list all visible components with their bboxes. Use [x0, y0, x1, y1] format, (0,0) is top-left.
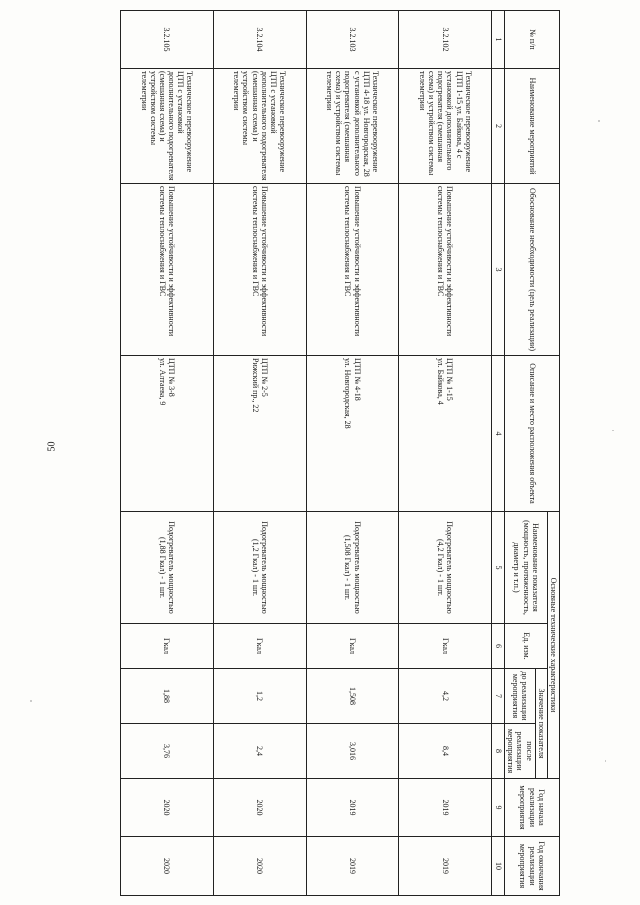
col-number: 1: [492, 11, 505, 69]
header-values-group: Значение показателя: [535, 669, 547, 779]
object-code: ЦТП № 3-8: [167, 358, 177, 397]
end-year: 2020: [121, 837, 214, 896]
indicator-spec: (1,88 Гкал) - 1 шт.: [157, 536, 167, 599]
object-address: ул. Новгородская, 28: [343, 358, 353, 429]
value-after: 8,4: [399, 724, 492, 779]
end-year: 2019: [399, 837, 492, 896]
header-object: Описание и место расположения объекта: [505, 356, 560, 512]
table-row: [121, 11, 214, 896]
object-address: Рижский пр., 22: [250, 358, 260, 413]
col-number: 2: [492, 69, 505, 184]
row-number: 3.2.104: [213, 11, 306, 69]
object-description: [306, 356, 399, 512]
end-year: 2019: [306, 837, 399, 896]
value-before: 1,2: [213, 669, 306, 724]
measure-reason: Повышение устойчивости и эффективности системы теплоснабжения и ГВС: [213, 184, 306, 356]
value-before: 4,2: [399, 669, 492, 724]
value-after: 2,4: [213, 724, 306, 779]
col-number: 9: [492, 779, 505, 837]
object-description: [213, 356, 306, 512]
indicator-name: [399, 512, 492, 624]
object-code: ЦТП № 2-5: [259, 358, 269, 397]
row-number: 3.2.103: [306, 11, 399, 69]
measure-name: Техническое перевооружение ЦТП с установкой дополнительного подогревателя (смешанная схема) и устройством системы телеметрии: [213, 69, 306, 184]
scan-speck: [612, 430, 614, 431]
row-number: 3.2.102: [399, 11, 492, 69]
col-number: 4: [492, 356, 505, 512]
col-number: 10: [492, 837, 505, 896]
indicator-spec: (1,2 Гкал) - 1 шт.: [250, 538, 260, 597]
value-before: 1,88: [121, 669, 214, 724]
col-number: 3: [492, 184, 505, 356]
measure-reason: Повышение устойчивости и эффективности системы теплоснабжения и ГВС: [121, 184, 214, 356]
unit: Гкал: [399, 624, 492, 669]
unit: Гкал: [306, 624, 399, 669]
measure-reason: Повышение устойчивости и эффективности системы теплоснабжения и ГВС: [306, 184, 399, 356]
unit: Гкал: [121, 624, 214, 669]
indicator-name: [121, 512, 214, 624]
header-reason: Обоснование необходимости (цель реализации): [505, 184, 560, 356]
indicator-name: [213, 512, 306, 624]
table-row: [399, 11, 492, 896]
header-before: до реализации мероприятия: [505, 669, 536, 724]
header-unit: Ед. изм.: [505, 624, 548, 669]
start-year: 2019: [306, 779, 399, 837]
value-after: 3,016: [306, 724, 399, 779]
col-number: 7: [492, 669, 505, 724]
column-number-row: [492, 11, 505, 896]
indicator-spec: (4,2 Гкал) - 1 шт.: [436, 538, 446, 597]
indicator-label: Подогреватель мощностью: [259, 521, 269, 614]
measures-table-rotated: [120, 10, 560, 895]
indicator-spec: (1,508 Гкал) - 1 шт.: [343, 534, 353, 601]
start-year: 2020: [121, 779, 214, 837]
scan-speck: [598, 120, 600, 122]
measure-name: Техническое перевооружение ЦТП с установкой дополнительного подогревателя (смешанная схема) и устройством системы телеметрии: [121, 69, 214, 184]
header-indicator: Наименование показателя (мощность, протяженность, диаметр и т.п.): [505, 512, 548, 624]
measure-reason: Повышение устойчивости и эффективности системы теплоснабжения и ГВС: [399, 184, 492, 356]
header-num: № п/п: [505, 11, 560, 69]
object-address: ул. Алтаева, 9: [157, 358, 167, 406]
object-description: [121, 356, 214, 512]
scan-speck: [605, 760, 606, 762]
header-tech-group: Основные технические характеристики: [547, 512, 559, 779]
indicator-label: Подогреватель мощностью: [352, 521, 362, 614]
start-year: 2019: [399, 779, 492, 837]
measure-name: Техническое перевооружение ЦТП 4-18 ул. Новгородская, 28 с установкой дополнительного подогревателя (смешанная схема) и устройством системы телеметрии: [306, 69, 399, 184]
indicator-label: Подогреватель мощностью: [445, 521, 455, 614]
header-name: Наименование мероприятий: [505, 69, 560, 184]
col-number: 6: [492, 624, 505, 669]
value-before: 1,508: [306, 669, 399, 724]
header-after: после реализации мероприятия: [505, 724, 536, 779]
row-number: 3.2.105: [121, 11, 214, 69]
start-year: 2020: [213, 779, 306, 837]
indicator-label: Подогреватель мощностью: [167, 521, 177, 614]
object-address: ул. Байкова, 4: [436, 358, 446, 405]
table-row: [213, 11, 306, 896]
indicator-name: [306, 512, 399, 624]
header-end-year: Год окончания реализации мероприятия: [505, 837, 560, 896]
object-description: [399, 356, 492, 512]
page-number: 50: [46, 441, 58, 452]
unit: Гкал: [213, 624, 306, 669]
object-code: ЦТП № 4-18: [352, 358, 362, 401]
end-year: 2020: [213, 837, 306, 896]
measure-name: Техническое перевооружение ЦТП 1-15 ул. Байкова, 4 с установкой дополнительного подогревателя (смешанная схема) и устройством системы телеметрии: [399, 69, 492, 184]
scan-speck: [30, 700, 32, 702]
header-start-year: Год начала реализации мероприятия: [505, 779, 560, 837]
object-code: ЦТП № 1-15: [445, 358, 455, 401]
col-number: 5: [492, 512, 505, 624]
measures-table: [120, 10, 560, 896]
value-after: 3,76: [121, 724, 214, 779]
table-row: [306, 11, 399, 896]
col-number: 8: [492, 724, 505, 779]
